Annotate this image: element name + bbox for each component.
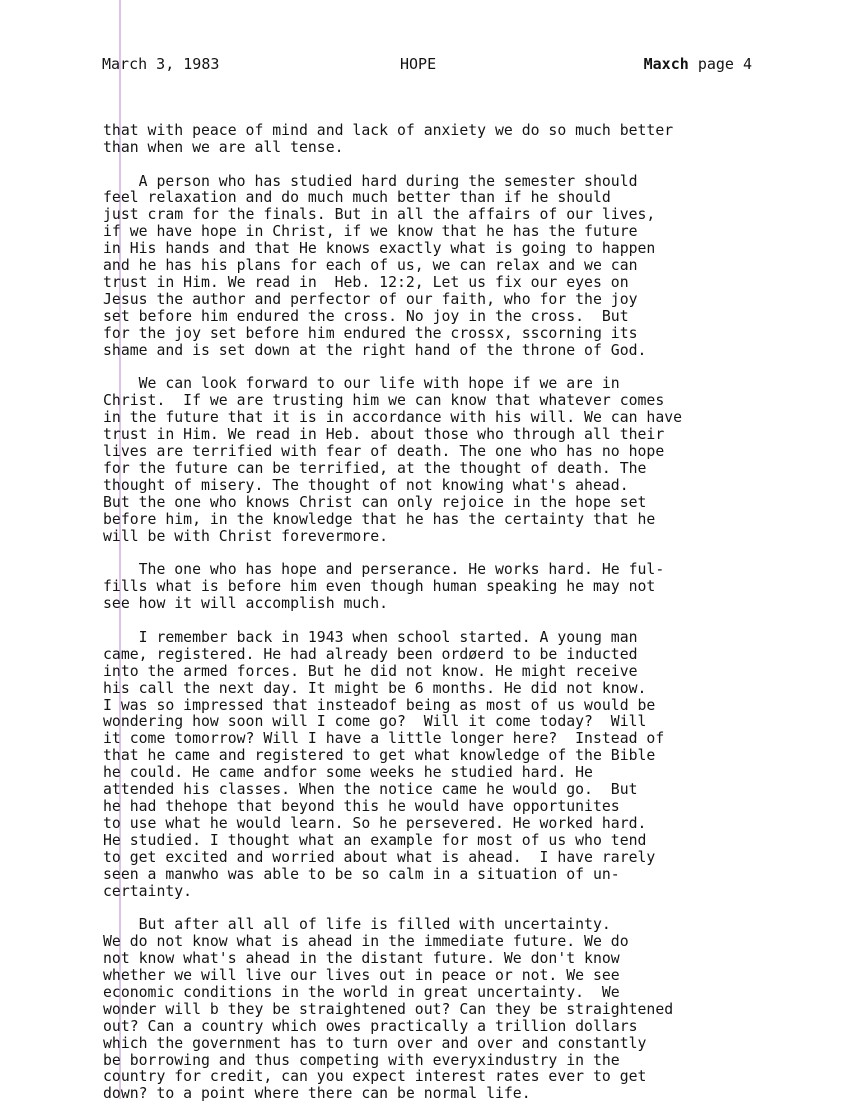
header-date: March 3, 1983 xyxy=(102,55,220,73)
paragraph-6: But after all all of life is filled with uncertainty. We do not know what is ahead in the immediate future. We do not know what's ahead in the distant future. We don't know whether we will live our lives out in peace or not. We see economic conditions in the world in great uncertainty. We wonder will b they be straightened out? Can they be straightened out? Can a country which owes practically a trillion dollars which the government has to turn over and over and constantly be borrowing and thus competing with everyxindustry in the country for credit, can you expect interest rates ever to get down? to a point where there can be normal life. xyxy=(103,916,674,1103)
paragraph-1: that with peace of mind and lack of anxiety we do so much better than when we are all tense. xyxy=(103,121,674,156)
paragraph-3: We can look forward to our life with hope if we are in Christ. If we are trusting him we can know that whatever comes in the future that it is in accordance with his will. We can have trust in Him. We read in Heb. about those who through all their lives are terrified with fear of death. The one who has no hope for the future can be terrified, at the thought of death. The thought of misery. The thought of not knowing what's ahead. But the one who knows Christ can only rejoice in the hope set before him, in the knowledge that he has the certainty that he will be with Christ forevermore. xyxy=(103,375,683,545)
header-page-strike: Maxch xyxy=(643,55,689,73)
header-page-label: page 4 xyxy=(697,55,752,73)
header-page xyxy=(644,55,752,73)
paragraph-2: A person who has studied hard during the semester should feel relaxation and do much much better than if he should just cram for the finals. But in all the affairs of our lives, if we have hope in Christ, if we know that he has the future in His hands and that He knows exactly what is going to happen and he has his plans for each of us, we can relax and we can trust in Him. We read in Heb. 12:2, Let us fix our eyes on Jesus the author and perfector of our faith, who for the joy set before him endured the cross. No joy in the cross. But for the joy set before him endured the crossx, sscorning its shame and is set down at the right hand of the throne of God. xyxy=(103,172,656,359)
header-title: HOPE xyxy=(400,55,437,73)
document-body xyxy=(103,89,803,1120)
paragraph-5: I remember back in 1943 when school started. A young man came, registered. He had already been ordøerd to be inducted into the armed forces. But he did not know. He might receive his call the next day. It might be 6 months. He did not know. I was so impressed that insteadof being as most of us would be wondering how soon will I come go? Will it come today? Will it come tomorrow? Will I have a little longer here? Instead of that he came and registered to get what knowledge of the Bible he could. He came andfor some weeks he studied hard. He attended his classes. When the notice came he would go. But he had thehope that beyond this he would have opportunites to use what he would learn. So he persevered. He worked hard. He studied. I thought what an example for most of us who tend to get excited and worried about what is ahead. I have rarely seen a manwho was able to be so calm in a situation of un- certainty. xyxy=(103,628,665,900)
paragraph-4: The one who has hope and perserance. He works hard. He ful- fills what is before him even though human speaking he may not see how it will accomplish much. xyxy=(103,561,665,613)
page-header xyxy=(102,55,752,77)
